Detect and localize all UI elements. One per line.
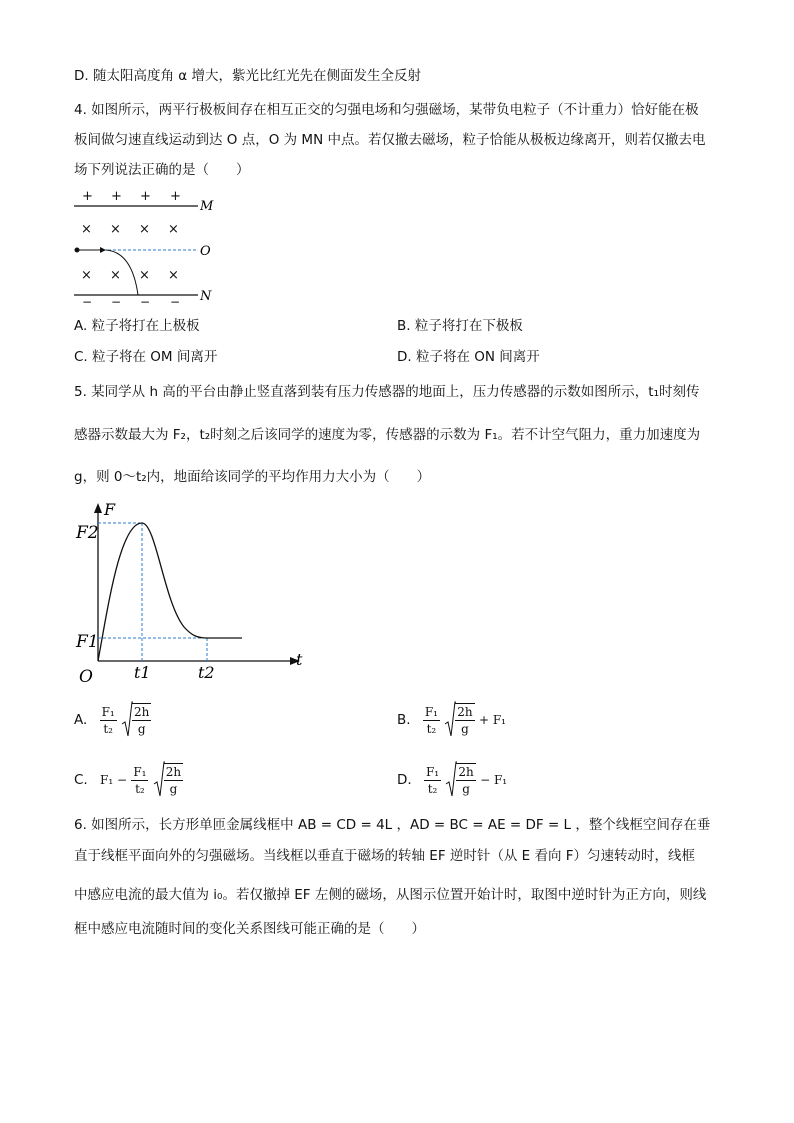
q3-option-d: D. 随太阳高度角 α 增大，紫光比红光先在侧面发生全反射: [74, 68, 421, 84]
origin-label: O: [79, 667, 93, 687]
radicand: $\frac{2h}{g}$: [457, 705, 473, 736]
q4-stem-line-2: 板间做匀速直线运动到达 O 点，O 为 MN 中点。若仅撤去磁场，粒子恰能从极板边缘离开，则若仅撤去电: [74, 132, 706, 148]
plus-sign: +: [140, 189, 151, 204]
minus-f1: − F₁: [480, 773, 508, 787]
t1-label: t1: [134, 663, 151, 682]
cross-mark: ×: [168, 222, 179, 237]
q6-stem-line-3: 中感应电流的最大值为 i₀。若仅撤掉 EF 左侧的磁场，从图示位置开始计时，取图中逆时针为正方向，则线: [74, 887, 707, 903]
q5-option-d[interactable]: [397, 760, 507, 800]
q5-stem-line-1: 5. 某同学从 h 高的平台由静止竖直落到装有压力传感器的地面上，压力传感器的示数如图所示，t₁时刻传: [74, 384, 700, 400]
lower-plate-charges: [82, 295, 180, 306]
t2-label: t2: [198, 663, 215, 682]
option-c-label: C.: [74, 772, 88, 788]
magnetic-field-crosses-bottom: [81, 268, 179, 283]
option-b-label: B.: [397, 712, 411, 728]
radicand: $\frac{2h}{g}$: [165, 765, 182, 796]
minus-sign: −: [170, 295, 181, 306]
cross-mark: ×: [139, 222, 150, 237]
label-m: M: [200, 199, 214, 214]
y-axis-arrow: [94, 503, 102, 513]
y-axis-label: F: [104, 500, 116, 519]
fraction: $\frac{\text{F₁}}{\text{t₂}}$: [424, 704, 438, 736]
q6-stem-line-2: 直于线框平面向外的匀强磁场。当线框以垂直于磁场的转轴 EF 逆时针（从 E 看向 F）匀速转动时，线框: [74, 848, 696, 864]
trajectory-arrow: [100, 247, 106, 253]
q4-option-c[interactable]: C. 粒子将在 OM 间离开: [74, 349, 218, 365]
minus-sign: −: [82, 295, 93, 306]
q5-stem-line-3: g，则 0～t₂内，地面给该同学的平均作用力大小为（ ）: [74, 469, 431, 485]
plus-sign: +: [170, 189, 181, 204]
q5-stem-line-2: 感器示数最大为 F₂，t₂时刻之后该同学的速度为零，传感器的示数为 F₁。若不计空气阻力，重力加速度为: [74, 427, 701, 443]
f1-label: F1: [76, 632, 99, 652]
label-n: N: [200, 289, 212, 304]
cross-mark: ×: [81, 268, 92, 283]
fraction: $\frac{\text{F₁}}{\text{t₂}}$: [101, 704, 115, 736]
q6-stem-line-4: 框中感应电流随时间的变化关系图线可能正确的是（ ）: [74, 921, 425, 937]
q5-option-a[interactable]: [74, 700, 151, 740]
q5-force-time-graph: [72, 497, 312, 687]
plus-f1: + F₁: [478, 713, 506, 727]
x-axis-label: t: [296, 650, 303, 669]
minus-sign: −: [140, 295, 151, 306]
cross-mark: ×: [81, 222, 92, 237]
q4-plates-figure: [70, 186, 220, 306]
q4-option-a[interactable]: A. 粒子将打在上极板: [74, 318, 200, 334]
radicand: $\frac{2h}{g}$: [134, 705, 150, 736]
q4-option-b[interactable]: B. 粒子将打在下极板: [397, 318, 523, 334]
force-curve: [98, 523, 242, 661]
minus-sign: −: [111, 295, 122, 306]
cross-mark: ×: [139, 268, 150, 283]
cross-mark: ×: [168, 268, 179, 283]
cross-mark: ×: [110, 222, 121, 237]
q4-stem-line-3: 场下列说法正确的是（ ）: [74, 162, 250, 178]
fraction: $\frac{\text{F₁}}{\text{t₂}}$: [425, 764, 440, 796]
q6-stem-line-1: 6. 如图所示，长方形单匝金属线框中 AB = CD = 4L ，AD = BC = AE = DF = L ，整个线框空间存在垂: [74, 817, 711, 833]
plus-sign: +: [82, 189, 93, 204]
cross-mark: ×: [110, 268, 121, 283]
q5-option-b[interactable]: [397, 700, 506, 740]
magnetic-field-crosses-top: [81, 222, 179, 237]
option-a-label: A.: [74, 712, 88, 728]
fraction: $\frac{\text{F₁}}{\text{t₂}}$: [133, 764, 147, 796]
f2-label: F2: [76, 523, 99, 543]
upper-plate-charges: [82, 189, 181, 204]
q5-option-c[interactable]: [74, 760, 183, 800]
plus-sign: +: [111, 189, 122, 204]
q4-stem-line-1: 4. 如图所示，两平行极板间存在相互正交的匀强电场和匀强磁场，某带负电粒子（不计重力）恰好能在极: [74, 102, 699, 118]
label-o: O: [200, 244, 211, 259]
radicand: $\frac{2h}{g}$: [458, 765, 474, 796]
option-d-label: D.: [397, 772, 412, 788]
q4-option-d[interactable]: D. 粒子将在 ON 间离开: [397, 349, 540, 365]
f1-minus: F₁ −: [100, 773, 128, 787]
